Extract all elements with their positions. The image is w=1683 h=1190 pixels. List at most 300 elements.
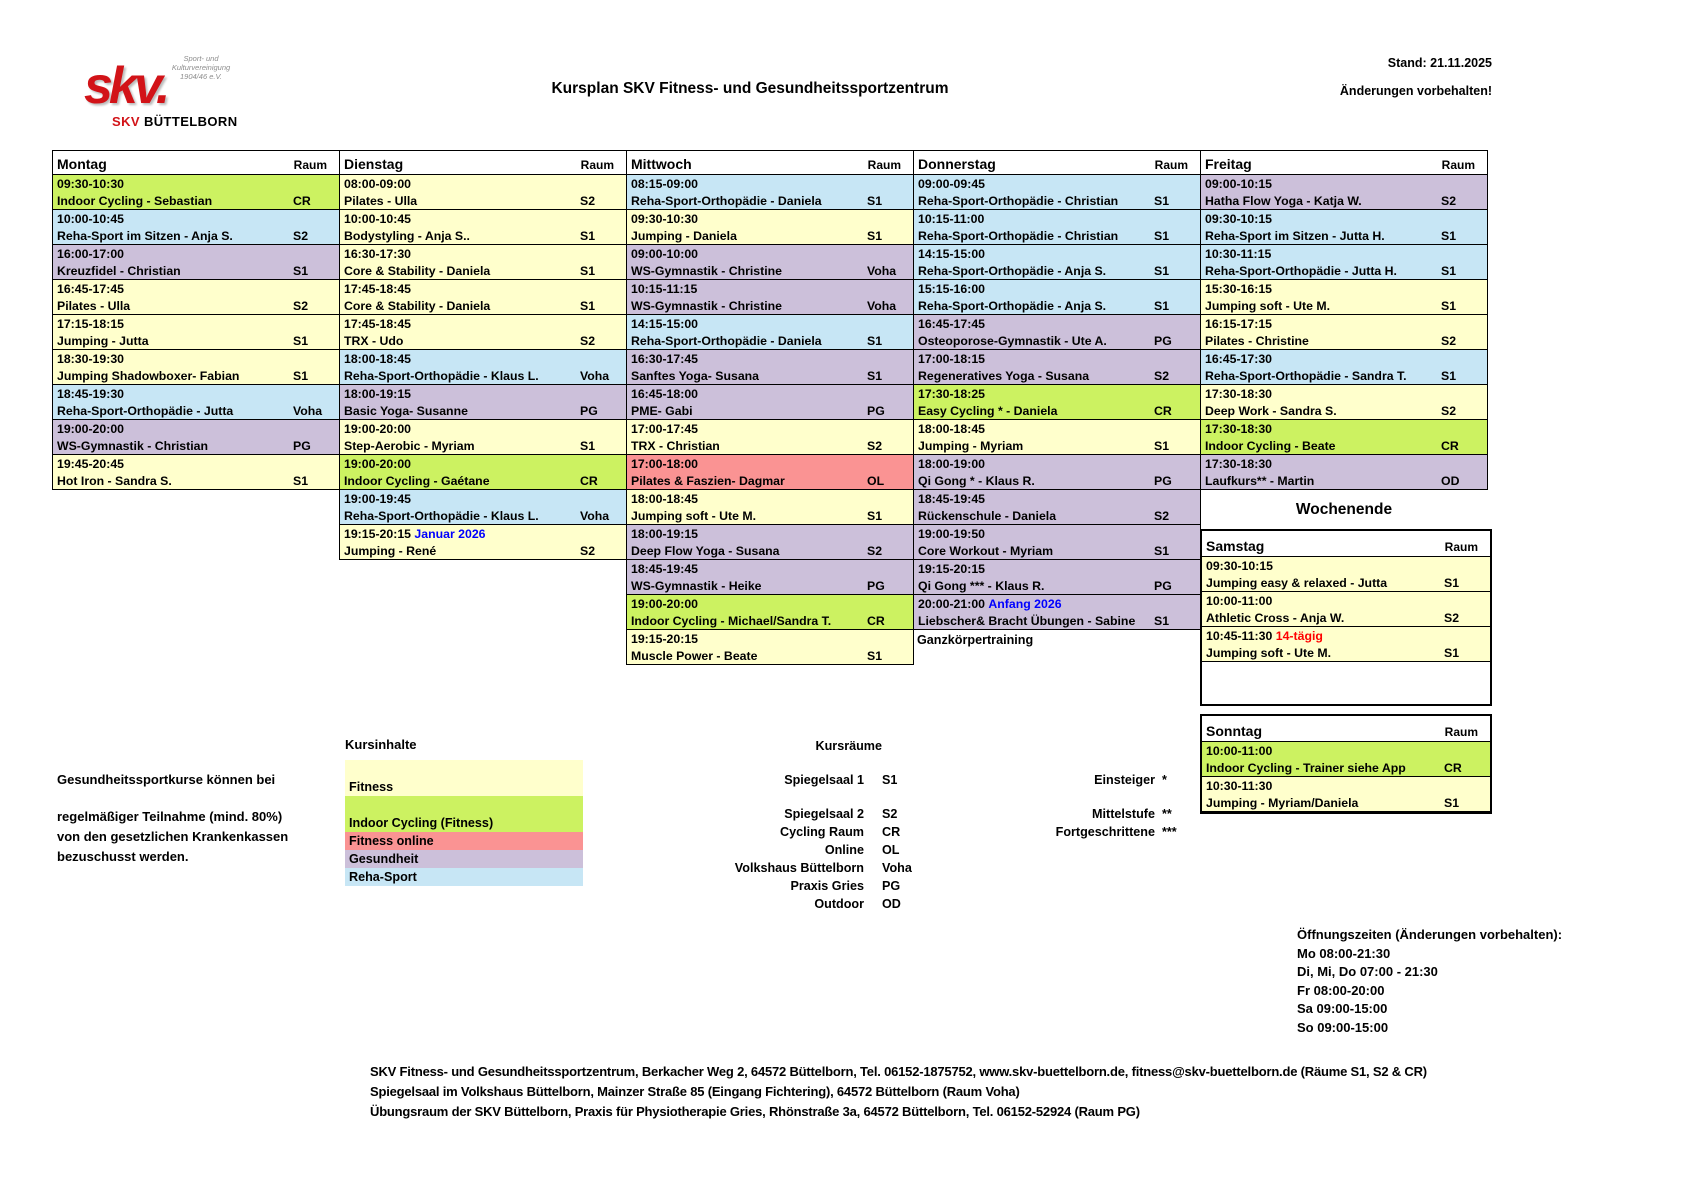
- room-name: Volkshaus Büttelborn: [734, 861, 864, 875]
- course-cell: [52, 174, 340, 210]
- course-time: 16:45-18:00: [631, 387, 698, 401]
- rooms-legend: [610, 737, 910, 913]
- course-name: Reha-Sport-Orthopädie - Jutta: [57, 404, 234, 418]
- course-name: Pilates - Ulla: [57, 299, 131, 313]
- day-name-label: Samstag: [1206, 538, 1265, 554]
- course-room: S1: [867, 229, 883, 243]
- course-name: Easy Cycling * - Daniela: [918, 404, 1058, 418]
- day-column-donnerstag: [913, 150, 1201, 647]
- course-time: 09:00-09:45: [918, 177, 985, 191]
- course-cell: [626, 314, 914, 350]
- course-cell: [1200, 279, 1488, 315]
- course-room: S1: [1441, 369, 1457, 383]
- course-cell: [1200, 244, 1488, 280]
- rooms-items: [610, 771, 910, 913]
- course-room: CR: [1444, 761, 1462, 775]
- course-name-row: [1201, 298, 1487, 315]
- room-name: Spiegelsaal 2: [784, 807, 864, 821]
- course-cell: [52, 279, 340, 315]
- course-room: CR: [1154, 404, 1172, 418]
- course-cell: [1202, 776, 1490, 812]
- course-time: 18:45-19:45: [631, 562, 698, 576]
- course-room: S1: [1444, 576, 1460, 590]
- course-room: Voha: [867, 299, 897, 313]
- course-name: Jumping - Daniela: [631, 229, 737, 243]
- course-room: S1: [1441, 299, 1457, 313]
- legend-item-gesundheit: Gesundheit: [345, 850, 583, 868]
- course-room: S1: [293, 264, 309, 278]
- course-cell: [52, 314, 340, 350]
- course-name-row: [53, 333, 339, 350]
- course-time: 10:00-11:00: [1206, 594, 1273, 608]
- course-name: WS-Gymnastik - Christine: [631, 299, 783, 313]
- level-label: Mittelstufe: [1092, 807, 1155, 821]
- disclaimer-note: Änderungen vorbehalten!: [1339, 84, 1492, 98]
- room-row: [610, 805, 910, 823]
- empty-slot: [1202, 662, 1490, 704]
- course-name-row: [627, 193, 913, 210]
- course-name: Sanftes Yoga- Susana: [631, 369, 760, 383]
- course-cell: [52, 419, 340, 455]
- course-name-row: [340, 298, 626, 315]
- logo-org-text: Sport- und Kulturvereinigung 1904/46 e.V.: [171, 54, 231, 81]
- course-room: S1: [867, 649, 883, 663]
- course-name: Jumping soft - Ute M.: [1205, 299, 1331, 313]
- course-time: 17:30-18:30: [1205, 457, 1272, 471]
- course-time: 09:30-10:30: [631, 212, 698, 226]
- course-cell: [1200, 209, 1488, 245]
- course-cell: [913, 384, 1201, 420]
- course-name-row: [1202, 575, 1490, 592]
- course-cell: [1200, 419, 1488, 455]
- course-name: TRX - Christian: [631, 439, 720, 453]
- course-name-row: [914, 263, 1200, 280]
- course-name-row: [627, 263, 913, 280]
- course-name: Jumping - Myriam: [918, 439, 1024, 453]
- course-name-row: [1202, 610, 1490, 627]
- course-room: S1: [867, 194, 883, 208]
- course-time: 17:00-18:15: [918, 352, 985, 366]
- course-room: Voha: [293, 404, 323, 418]
- course-name-row: [1201, 333, 1487, 350]
- course-room: Voha: [580, 509, 610, 523]
- course-time: 17:15-18:15: [57, 317, 124, 331]
- sonntag-box: [1200, 714, 1492, 814]
- course-time: 17:00-17:45: [631, 422, 698, 436]
- course-name-row: [53, 193, 339, 210]
- course-name: Jumping - Myriam/Daniela: [1206, 796, 1359, 810]
- course-name: Qi Gong * - Klaus R.: [918, 474, 1035, 488]
- room-code: S1: [882, 773, 898, 787]
- room-name: Online: [824, 843, 864, 857]
- course-name-row: [1201, 193, 1487, 210]
- course-room: S2: [293, 229, 309, 243]
- course-room: S2: [867, 544, 883, 558]
- course-cell: [913, 489, 1201, 525]
- hours-line: Fr 08:00-20:00: [1297, 982, 1385, 998]
- course-name: Indoor Cycling - Beate: [1205, 439, 1336, 453]
- course-cell: [913, 454, 1201, 490]
- raum-column-label: Raum: [580, 158, 614, 172]
- course-room: PG: [1154, 579, 1172, 593]
- course-time: 09:00-10:15: [1205, 177, 1272, 191]
- course-cell: [626, 594, 914, 630]
- course-room: PG: [1154, 334, 1172, 348]
- course-name: Hot Iron - Sandra S.: [57, 474, 172, 488]
- course-time: 19:15-20:15: [631, 632, 698, 646]
- day-name-label: Dienstag: [344, 156, 404, 172]
- course-room: S2: [293, 299, 309, 313]
- course-cell: [626, 559, 914, 595]
- stand-date: Stand: 21.11.2025: [1387, 56, 1492, 70]
- course-name: Reha-Sport-Orthopädie - Daniela: [631, 334, 822, 348]
- course-cell: [339, 349, 627, 385]
- day-header: [1200, 150, 1488, 175]
- course-name: Deep Flow Yoga - Susana: [631, 544, 780, 558]
- course-name-row: [627, 473, 913, 490]
- course-name-row: [914, 298, 1200, 315]
- course-cell: [913, 174, 1201, 210]
- day-header: [52, 150, 340, 175]
- raum-column-label: Raum: [1154, 158, 1188, 172]
- course-cell: [1202, 626, 1490, 662]
- course-name-row: [53, 438, 339, 455]
- course-cell: [626, 454, 914, 490]
- course-time: 19:00-20:00: [631, 597, 698, 611]
- course-time: 18:30-19:30: [57, 352, 124, 366]
- course-room: S1: [1154, 194, 1170, 208]
- course-name-row: [340, 543, 626, 560]
- course-name: Regeneratives Yoga - Susana: [918, 369, 1090, 383]
- course-cell: [913, 244, 1201, 280]
- course-room: S2: [1441, 334, 1457, 348]
- course-name-row: [914, 578, 1200, 595]
- course-time: 18:00-18:45: [918, 422, 985, 436]
- course-name-row: [627, 438, 913, 455]
- course-name-row: [914, 193, 1200, 210]
- course-name-row: [627, 298, 913, 315]
- course-cell: [626, 419, 914, 455]
- course-time: 16:45-17:45: [918, 317, 985, 331]
- course-room: S1: [293, 369, 309, 383]
- course-room: PG: [580, 404, 598, 418]
- course-time: 19:00-19:50: [918, 527, 985, 541]
- course-time: 10:30-11:30: [1206, 779, 1273, 793]
- samstag-box: [1200, 529, 1492, 706]
- course-time: 19:15-20:15 Januar 2026: [344, 527, 486, 541]
- course-name-row: [340, 263, 626, 280]
- room-row: [610, 841, 910, 859]
- level-label: Einsteiger: [1094, 773, 1155, 787]
- course-time-note: 14-tägig: [1272, 629, 1323, 643]
- course-name-row: [627, 368, 913, 385]
- footer: [370, 1062, 1427, 1122]
- course-name: Bodystyling - Anja S..: [344, 229, 470, 243]
- course-time: 10:15-11:00: [918, 212, 985, 226]
- course-name: Indoor Cycling - Sebastian: [57, 194, 213, 208]
- course-cell: [339, 524, 627, 560]
- course-room: CR: [867, 614, 885, 628]
- course-cell: [339, 314, 627, 350]
- day-column-mittwoch: [626, 150, 914, 665]
- day-header: [1202, 716, 1490, 742]
- day-name-label: Montag: [57, 156, 107, 172]
- course-cell: [1202, 556, 1490, 592]
- course-cell: [913, 349, 1201, 385]
- course-name: Reha-Sport-Orthopädie - Sandra T.: [1205, 369, 1407, 383]
- course-room: PG: [867, 404, 885, 418]
- course-cell: [339, 384, 627, 420]
- course-name: Reha-Sport-Orthopädie - Klaus L.: [344, 369, 539, 383]
- course-name: Pilates - Ulla: [344, 194, 418, 208]
- course-room: S1: [1154, 264, 1170, 278]
- course-time: 18:00-19:00: [918, 457, 985, 471]
- logo-caption-buettelborn: BÜTTELBORN: [139, 114, 238, 129]
- course-name: Reha-Sport-Orthopädie - Klaus L.: [344, 509, 539, 523]
- course-cell: [1200, 349, 1488, 385]
- room-row: [610, 877, 910, 895]
- levels-legend: [930, 737, 1180, 841]
- course-time: 16:45-17:45: [57, 282, 124, 296]
- course-name: Reha-Sport-Orthopädie - Daniela: [631, 194, 822, 208]
- course-name: Liebscher& Bracht Übungen - Sabine: [918, 614, 1136, 628]
- day-name-label: Mittwoch: [631, 156, 692, 172]
- room-row: [610, 771, 910, 789]
- course-name-row: [627, 613, 913, 630]
- course-name-row: [1201, 473, 1487, 490]
- course-cell: [339, 209, 627, 245]
- course-time: 16:30-17:30: [344, 247, 411, 261]
- course-cell: [339, 489, 627, 525]
- footer-line: Übungsraum der SKV Büttelborn, Praxis für Physiotherapie Gries, Rhönstraße 3a, 64572 Büttelborn, Tel. 06152-52924 (Raum PG): [370, 1104, 1140, 1119]
- course-cell: [913, 419, 1201, 455]
- course-time: 18:45-19:30: [57, 387, 124, 401]
- room-code: Voha: [882, 861, 912, 875]
- course-room: S1: [1444, 646, 1460, 660]
- course-room: S1: [293, 474, 309, 488]
- course-time: 17:30-18:30: [1205, 387, 1272, 401]
- course-time: 17:30-18:25: [918, 387, 985, 401]
- course-room: S2: [1441, 404, 1457, 418]
- course-room: S2: [1154, 369, 1170, 383]
- course-room: S2: [1441, 194, 1457, 208]
- room-code: S2: [882, 807, 898, 821]
- day-column-montag: [52, 150, 340, 490]
- course-name-row: [53, 228, 339, 245]
- hours-line: Di, Mi, Do 07:00 - 21:30: [1297, 964, 1438, 979]
- legend-item-fitness: Fitness: [345, 760, 583, 796]
- course-name-row: [1201, 263, 1487, 280]
- course-name-row: [53, 473, 339, 490]
- course-room: S2: [1154, 509, 1170, 523]
- course-name: Indoor Cycling - Gaétane: [344, 474, 490, 488]
- legend-item-reha: Reha-Sport: [345, 868, 583, 886]
- course-room: S2: [1444, 611, 1460, 625]
- course-room: S1: [1154, 299, 1170, 313]
- course-name-row: [914, 438, 1200, 455]
- day-column-freitag: [1200, 150, 1488, 814]
- course-room: PG: [293, 439, 311, 453]
- course-cell: [1200, 384, 1488, 420]
- course-cell: [339, 174, 627, 210]
- course-name-row: [627, 543, 913, 560]
- course-name-row: [53, 403, 339, 420]
- course-time: 20:00-21:00 Anfang 2026: [918, 597, 1062, 611]
- legend-item-online: Fitness online: [345, 832, 583, 850]
- course-time: 09:30-10:30: [57, 177, 124, 191]
- course-room: Voha: [867, 264, 897, 278]
- course-name: Pilates - Christine: [1205, 334, 1309, 348]
- course-room: S1: [580, 439, 596, 453]
- course-name-row: [1202, 795, 1490, 812]
- course-time: 19:15-20:15: [918, 562, 985, 576]
- course-name: Core Workout - Myriam: [918, 544, 1054, 558]
- course-cell: [626, 209, 914, 245]
- room-row: [610, 823, 910, 841]
- info-line: von den gesetzlichen Krankenkassen: [57, 829, 289, 844]
- course-cell: [913, 314, 1201, 350]
- course-cell: [339, 244, 627, 280]
- day-name-label: Freitag: [1205, 156, 1252, 172]
- hours-line: Mo 08:00-21:30: [1297, 945, 1391, 961]
- course-name: Basic Yoga- Susanne: [344, 404, 468, 418]
- level-stars: **: [1162, 807, 1172, 821]
- course-name: Core & Stability - Daniela: [344, 264, 491, 278]
- course-time: 17:00-18:00: [631, 457, 698, 471]
- course-name-row: [340, 228, 626, 245]
- day-name-label: Sonntag: [1206, 723, 1262, 739]
- course-name: Jumping - Jutta: [57, 334, 149, 348]
- room-code: PG: [882, 879, 901, 893]
- course-room: S2: [867, 439, 883, 453]
- course-room: S1: [867, 509, 883, 523]
- course-time: 17:45-18:45: [344, 282, 411, 296]
- info-line: bezuschusst werden.: [57, 849, 189, 864]
- course-name: Indoor Cycling - Michael/Sandra T.: [631, 614, 832, 628]
- course-room: S2: [580, 334, 596, 348]
- course-name: Reha-Sport-Orthopädie - Christian: [918, 194, 1119, 208]
- course-name-row: [627, 228, 913, 245]
- weekend-heading: Wochenende: [1295, 500, 1393, 518]
- course-time: 16:45-17:30: [1205, 352, 1272, 366]
- course-cell: [913, 279, 1201, 315]
- course-cell: [626, 279, 914, 315]
- course-name: Pilates & Faszien- Dagmar: [631, 474, 785, 488]
- course-name-row: [1202, 760, 1490, 777]
- footer-line: Spiegelsaal im Volkshaus Büttelborn, Mainzer Straße 85 (Eingang Fichtering), 64572 Büttelborn (Raum Voha): [370, 1084, 1020, 1099]
- info-text: [57, 770, 288, 867]
- opening-hours: [1297, 926, 1562, 1037]
- logo-caption: [112, 114, 238, 129]
- day-header: [1202, 531, 1490, 557]
- course-room: S1: [580, 229, 596, 243]
- level-stars: *: [1162, 773, 1167, 787]
- course-room: CR: [580, 474, 598, 488]
- course-time: 18:00-19:15: [631, 527, 698, 541]
- course-time: 09:30-10:15: [1205, 212, 1272, 226]
- course-cell: [1200, 314, 1488, 350]
- opening-hours-title: Öffnungszeiten (Änderungen vorbehalten):: [1297, 927, 1563, 942]
- room-code: OL: [882, 843, 900, 857]
- room-row: [610, 859, 910, 877]
- room-name: Outdoor: [814, 897, 864, 911]
- course-room: S2: [580, 194, 596, 208]
- course-time: 18:00-18:45: [631, 492, 698, 506]
- room-code: OD: [882, 897, 901, 911]
- raum-column-label: Raum: [1444, 540, 1478, 554]
- course-name: Hatha Flow Yoga - Katja W.: [1205, 194, 1362, 208]
- course-name-row: [1201, 438, 1487, 455]
- course-room: S1: [1154, 439, 1170, 453]
- course-name-row: [627, 578, 913, 595]
- course-cell: [1200, 454, 1488, 490]
- course-cell: [913, 209, 1201, 245]
- level-row: [930, 823, 1180, 841]
- course-room: S1: [1441, 229, 1457, 243]
- legend-item-cycling: Indoor Cycling (Fitness): [345, 796, 583, 832]
- course-name: Reha-Sport-Orthopädie - Jutta H.: [1205, 264, 1397, 278]
- course-room: PG: [867, 579, 885, 593]
- course-name-row: [914, 403, 1200, 420]
- course-extra-text: Ganzkörpertraining: [917, 633, 1034, 647]
- course-name: Reha-Sport im Sitzen - Anja S.: [57, 229, 233, 243]
- course-name: WS-Gymnastik - Christian: [57, 439, 209, 453]
- course-time: 18:00-18:45: [344, 352, 411, 366]
- page-title: Kursplan SKV Fitness- und Gesundheitssportzentrum: [551, 80, 949, 97]
- course-name: Muscle Power - Beate: [631, 649, 758, 663]
- course-name-row: [340, 193, 626, 210]
- course-name: Jumping - René: [344, 544, 437, 558]
- course-room: S1: [867, 334, 883, 348]
- course-cell: [1200, 174, 1488, 210]
- course-name-row: [914, 228, 1200, 245]
- level-row: [930, 771, 1180, 789]
- course-name-row: [53, 263, 339, 280]
- logo-caption-skv: SKV: [112, 114, 140, 129]
- course-time: 15:15-16:00: [918, 282, 985, 296]
- course-room: S1: [1441, 264, 1457, 278]
- course-room: OL: [867, 474, 885, 488]
- course-cell: [52, 384, 340, 420]
- course-cell: [52, 209, 340, 245]
- day-header: [339, 150, 627, 175]
- day-header: [913, 150, 1201, 175]
- course-name: Jumping soft - Ute M.: [1206, 646, 1332, 660]
- course-time: 08:00-09:00: [344, 177, 411, 191]
- course-name-row: [340, 473, 626, 490]
- course-name: Reha-Sport-Orthopädie - Anja S.: [918, 264, 1107, 278]
- course-name-row: [627, 333, 913, 350]
- course-cell: [913, 594, 1201, 630]
- course-room: S1: [1154, 614, 1170, 628]
- course-time: 19:00-19:45: [344, 492, 411, 506]
- raum-column-label: Raum: [867, 158, 901, 172]
- course-name-row: [53, 368, 339, 385]
- course-name: Indoor Cycling - Trainer siehe App: [1206, 761, 1406, 775]
- course-time: 16:15-17:15: [1205, 317, 1272, 331]
- course-name-row: [53, 298, 339, 315]
- course-cell: [626, 384, 914, 420]
- course-name: PME- Gabi: [631, 404, 693, 418]
- course-time: 18:45-19:45: [918, 492, 985, 506]
- course-name-row: [340, 368, 626, 385]
- course-room: CR: [293, 194, 311, 208]
- course-name: WS-Gymnastik - Christine: [631, 264, 783, 278]
- course-time: 19:45-20:45: [57, 457, 124, 471]
- course-time: 10:00-10:45: [344, 212, 411, 226]
- room-name: Praxis Gries: [790, 879, 864, 893]
- course-name-row: [1201, 368, 1487, 385]
